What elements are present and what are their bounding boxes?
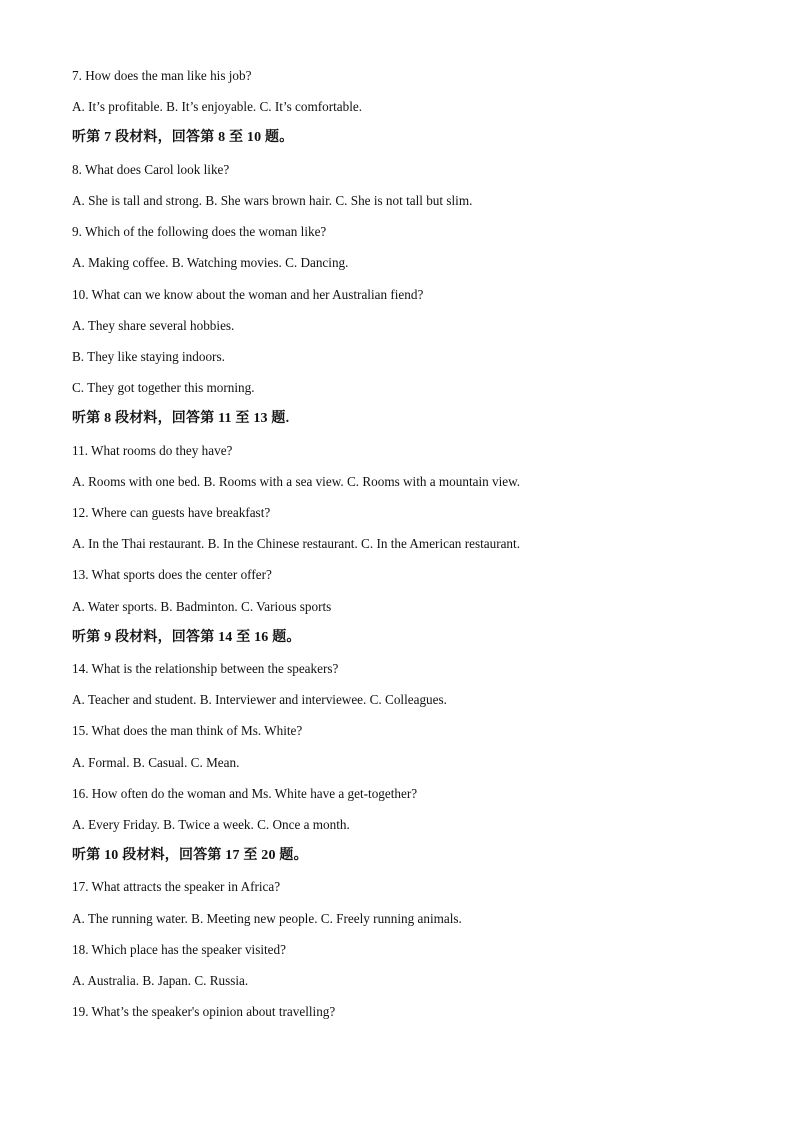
question-11: 11. What rooms do they have? (72, 443, 233, 458)
option-10b: B. They like staying indoors. (72, 349, 225, 364)
section-heading-8: 听第 8 段材料，回答第 11 至 13 题. (72, 411, 290, 426)
options-7: A. It’s profitable. B. It’s enjoyable. C. It’s comfortable. (72, 99, 363, 114)
option-10c: C. They got together this morning. (72, 380, 255, 395)
options-11: A. Rooms with one bed. B. Rooms with a sea view. C. Rooms with a mountain view. (72, 474, 521, 489)
question-9: 9. Which of the following does the woman like? (72, 224, 327, 239)
question-13: 13. What sports does the center offer? (72, 567, 272, 582)
question-19: 19. What’s the speaker's opinion about travelling? (72, 1004, 336, 1019)
question-15: 15. What does the man think of Ms. White? (72, 723, 303, 738)
question-8: 8. What does Carol look like? (72, 162, 230, 177)
question-12: 12. Where can guests have breakfast? (72, 505, 271, 520)
options-18: A. Australia. B. Japan. C. Russia. (72, 973, 249, 988)
options-12: A. In the Thai restaurant. B. In the Chinese restaurant. C. In the American restaurant. (72, 536, 520, 551)
options-14: A. Teacher and student. B. Interviewer and interviewee. C. Colleagues. (72, 692, 447, 707)
option-10a: A. They share several hobbies. (72, 318, 235, 333)
options-15: A. Formal. B. Casual. C. Mean. (72, 755, 240, 770)
question-10: 10. What can we know about the woman and her Australian fiend? (72, 287, 424, 302)
options-17: A. The running water. B. Meeting new people. C. Freely running animals. (72, 911, 462, 926)
options-16: A. Every Friday. B. Twice a week. C. Once a month. (72, 817, 350, 832)
options-13: A. Water sports. B. Badminton. C. Various sports (72, 599, 332, 614)
options-8: A. She is tall and strong. B. She wars brown hair. C. She is not tall but slim. (72, 193, 473, 208)
options-9: A. Making coffee. B. Watching movies. C. Dancing. (72, 255, 349, 270)
question-7: 7. How does the man like his job? (72, 68, 252, 83)
question-18: 18. Which place has the speaker visited? (72, 942, 286, 957)
section-heading-9: 听第 9 段材料，回答第 14 至 16 题。 (72, 630, 301, 645)
section-heading-10: 听第 10 段材料，回答第 17 至 20 题。 (72, 848, 308, 863)
question-14: 14. What is the relationship between the speakers? (72, 661, 339, 676)
question-17: 17. What attracts the speaker in Africa? (72, 879, 281, 894)
section-heading-7: 听第 7 段材料，回答第 8 至 10 题。 (72, 130, 294, 145)
question-16: 16. How often do the woman and Ms. White have a get-together? (72, 786, 418, 801)
